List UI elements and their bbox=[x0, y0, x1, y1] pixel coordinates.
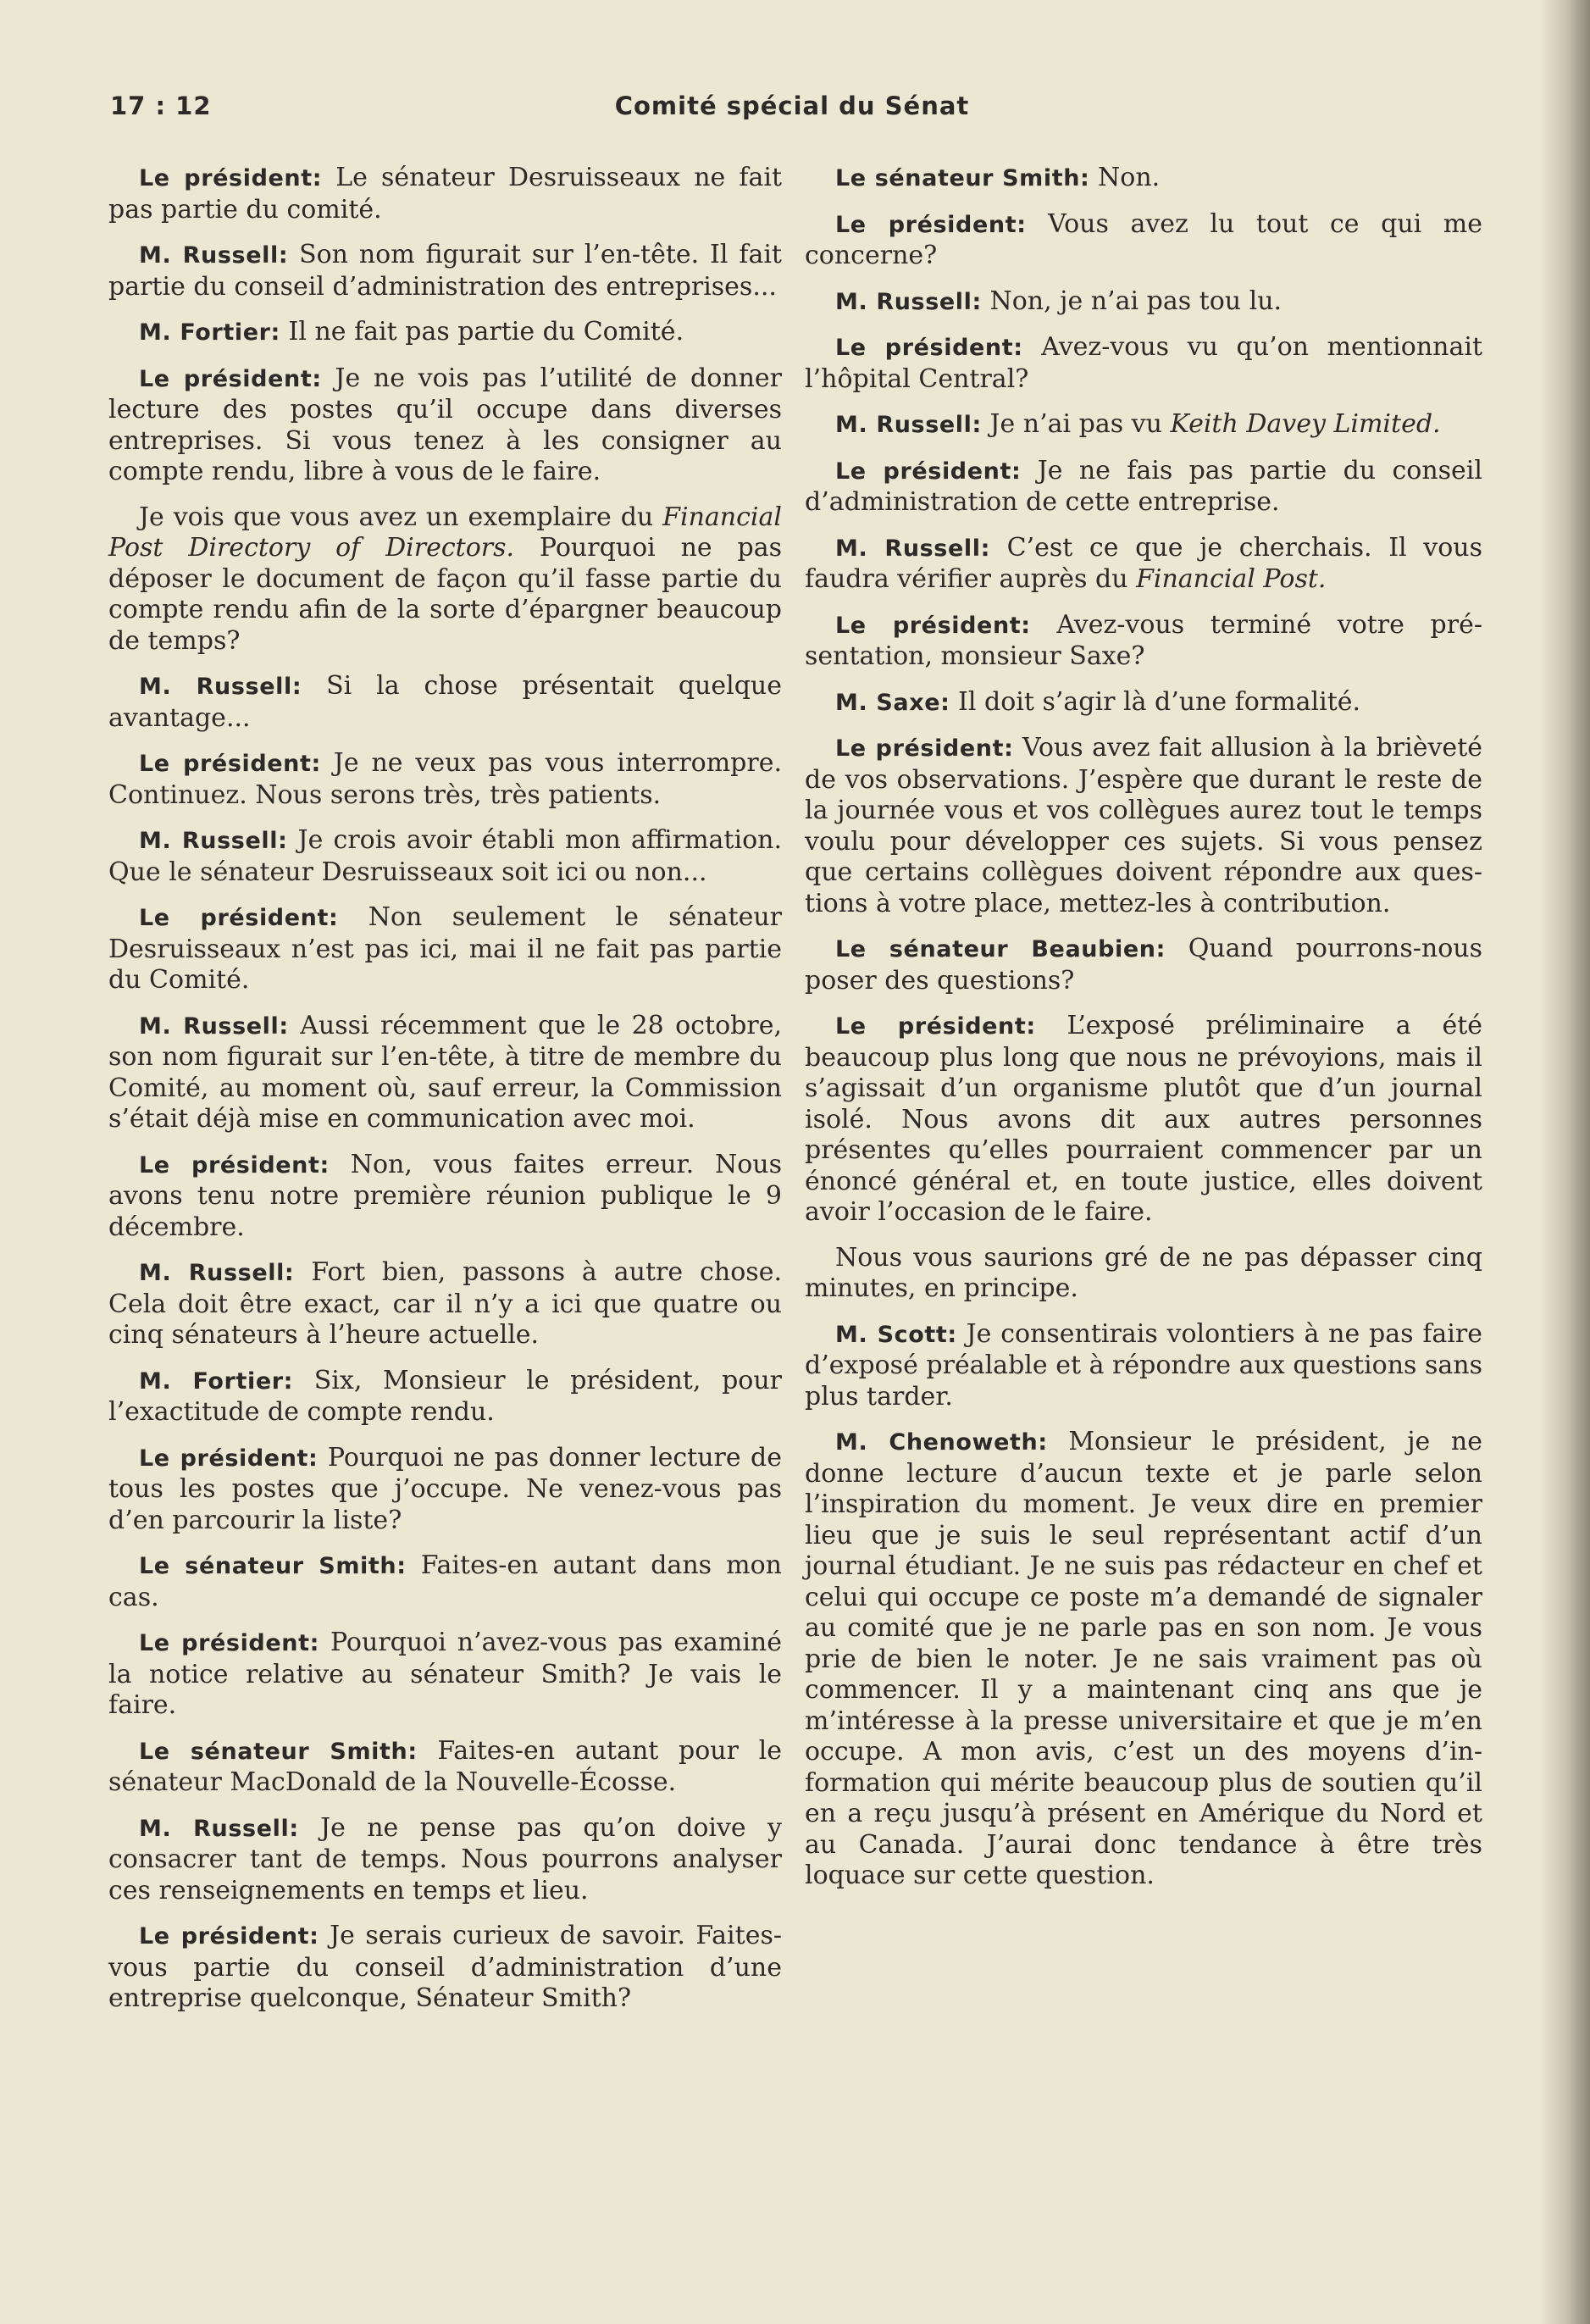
speaker-name: M. Saxe: bbox=[835, 689, 950, 716]
paragraph bbox=[805, 409, 1482, 441]
speaker-name: M. Russell: bbox=[139, 674, 302, 700]
speech-text: Vous avez lu tout ce qui me concerne? bbox=[805, 208, 1483, 270]
speaker-name: Le président: bbox=[835, 335, 1023, 361]
paragraph bbox=[108, 1366, 782, 1428]
paragraph bbox=[108, 1257, 782, 1351]
speech-text: Nous vous saurions gré de ne pas dépasser cinq minutes, en principe. bbox=[805, 1242, 1482, 1303]
speaker-name: Le président: bbox=[139, 1923, 319, 1950]
speaker-name: M. Russell: bbox=[139, 1260, 295, 1286]
paragraph bbox=[108, 1628, 782, 1722]
speaker-name: Le président: bbox=[139, 905, 339, 931]
speech-text: Je ne veux pas vous interrompre. Continuez. Nous serons très, très patients. bbox=[108, 748, 783, 810]
paragraph bbox=[805, 163, 1482, 195]
paragraph bbox=[805, 687, 1482, 719]
speech-text: Non, je n’ai pas tou lu. bbox=[981, 286, 1283, 316]
speaker-name: Le président: bbox=[835, 1013, 1036, 1040]
speaker-name: Le président: bbox=[835, 211, 1027, 238]
paragraph bbox=[108, 825, 782, 888]
speech-text: Je ne fais pas partie du conseil d’administration de cette entreprise. bbox=[805, 455, 1482, 517]
paragraph bbox=[108, 163, 782, 225]
speech-text: Avez-vous terminé votre présentation, monsieur Saxe? bbox=[805, 609, 1482, 671]
speech-text: L’exposé préliminaire a été beaucoup plus long que nous ne prévoyions, mais il s’agissait d’un organisme plutôt que d’un journal isolé. Nous avons dit aux autres personnes présentes qu’elles pourraient commencer par un énoncé général et, en toute justice, elles doivent avoir l’occasion de le faire. bbox=[805, 1011, 1483, 1227]
speech-text: Je ne pense pas qu’on doive y consacrer tant de temps. Nous pourrons analyser ces renseignements en temps et lieu. bbox=[108, 1812, 782, 1905]
paragraph bbox=[108, 1443, 782, 1537]
speaker-name: Le président: bbox=[139, 751, 321, 777]
speech-text: Si la chose présentait quelque avantage... bbox=[108, 671, 783, 733]
left-column bbox=[108, 163, 782, 2029]
paragraph bbox=[805, 533, 1482, 596]
paragraph bbox=[108, 363, 782, 488]
speech-text: Vous avez fait allusion à la brièveté de vos observations. J’espère que durant le reste de la journée vous et vos collègues aurez tout le temps voulu pour développer ces sujets. Si vous pensez que certains collègues doivent répondre aux questions à votre place, mettez-les à contribution. bbox=[805, 733, 1482, 918]
speaker-name: Le président: bbox=[139, 165, 323, 191]
speaker-name: Le président: bbox=[139, 1630, 319, 1656]
speaker-name: Le sénateur Beaubien: bbox=[835, 936, 1166, 962]
speaker-name: M. Russell: bbox=[835, 288, 982, 315]
italic-text: Financial Post Directory of Directors. bbox=[108, 502, 782, 563]
right-column bbox=[805, 163, 1482, 1906]
speaker-name: Le sénateur Smith: bbox=[139, 1738, 418, 1765]
speaker-name: Le président: bbox=[139, 365, 322, 392]
speech-text: Faites-en autant pour le sénateur MacDonald de la Nouvelle-Écosse. bbox=[108, 1735, 782, 1797]
page-number: 17 : 12 bbox=[110, 92, 212, 120]
paragraph bbox=[108, 902, 782, 996]
speech-text: Non, vous faites erreur. Nous avons tenu notre première réunion publique le 9 décembre. bbox=[108, 1149, 782, 1242]
paragraph bbox=[108, 317, 782, 349]
speech-text: Fort bien, passons à autre chose. Cela doit être exact, car il n’y a ici que quatre ou cinq sénateurs à l’heure actuelle. bbox=[108, 1257, 782, 1350]
speaker-name: M. Chenoweth: bbox=[835, 1429, 1048, 1456]
speech-text: Monsieur le président, je ne donne lecture d’aucun texte et je parle selon l’inspiration du moment. Je veux dire en premier lieu que je suis le seul représentant actif d’un journal étudiant. Je ne suis pas rédacteur en chef et celui qui occupe ce poste m’a demandé de signaler au comité que je ne parle pas en son nom. Je vous prie de bien le noter. Je ne sais vraiment pas où commencer. Il y a maintenant cinq ans que je m’intéresse à la presse universitaire et que je m’en occupe. A mon avis, c’est un des moyens d’information qui mérite beaucoup plus de soutien qu’il en a reçu jusqu’à présent en Amérique du Nord et au Canada. J’aurai donc tendance à être très loquace sur cette question. bbox=[805, 1427, 1482, 1890]
paragraph bbox=[108, 1736, 782, 1799]
speaker-name: M. Fortier: bbox=[139, 1367, 294, 1395]
speech-text: Faites-en autant dans mon cas. bbox=[108, 1550, 782, 1612]
running-title: Comité spécial du Sénat bbox=[614, 92, 970, 120]
speech-text: Six, Monsieur le président, pour l’exactitude de compte rendu. bbox=[108, 1365, 782, 1427]
paragraph bbox=[108, 1011, 782, 1135]
speech-text: Je serais curieux de savoir. Faites-vous partie du conseil d’administration d’une entreprise quelconque, Sénateur Smith? bbox=[108, 1921, 782, 2013]
paragraph bbox=[805, 456, 1482, 519]
paragraph bbox=[108, 1813, 782, 1907]
paragraph bbox=[805, 934, 1482, 996]
speech-text: Il doit s’agir là d’une formalité. bbox=[950, 686, 1361, 717]
speaker-name: M. Russell: bbox=[835, 535, 991, 562]
paragraph bbox=[805, 733, 1482, 919]
speech-text: Pourquoi ne pas déposer le document de façon qu’il fasse partie du compte rendu afin de la sorte d’épargner beaucoup de temps? bbox=[108, 533, 782, 656]
paragraph bbox=[108, 1150, 782, 1244]
speech-text: Je n’ai pas vu bbox=[981, 409, 1171, 439]
speaker-name: M. Fortier: bbox=[139, 319, 280, 346]
page-header bbox=[110, 92, 1474, 125]
paragraph bbox=[108, 671, 782, 734]
paragraph bbox=[805, 332, 1482, 395]
italic-text: Keith Davey Limited. bbox=[1170, 409, 1441, 439]
page-edge-shadow bbox=[1539, 0, 1590, 2324]
speech-text: Le sénateur Desruisseaux ne fait pas partie du comité. bbox=[108, 163, 783, 225]
paragraph bbox=[805, 286, 1482, 319]
speech-text: Son nom figurait sur l’en-tête. Il fait partie du conseil d’administration des entreprises... bbox=[108, 240, 782, 302]
speaker-name: Le président: bbox=[835, 458, 1022, 485]
paragraph bbox=[108, 1921, 782, 2015]
paragraph bbox=[108, 240, 782, 302]
speech-text: Pourquoi n’avez-vous pas examiné la notice relative au sénateur Smith? Je vais le faire. bbox=[108, 1628, 783, 1720]
paragraph bbox=[108, 748, 782, 811]
paragraph bbox=[805, 209, 1482, 272]
speaker-name: M. Russell: bbox=[139, 242, 289, 269]
speech-text: Il ne fait pas partie du Comité. bbox=[280, 317, 684, 347]
speaker-name: M. Russell: bbox=[835, 412, 982, 438]
speech-text: Quand pourrons-nous poser des questions? bbox=[805, 934, 1482, 996]
paragraph bbox=[108, 502, 782, 657]
speech-text: Avez-vous vu qu’on mentionnait l’hôpital Central? bbox=[805, 332, 1483, 394]
speech-text: Non seulement le sénateur Desruisseaux n’est pas ici, mai il ne fait pas partie du Comité. bbox=[108, 902, 783, 995]
paragraph bbox=[805, 1243, 1482, 1305]
speech-text: Je vois que vous avez un exemplaire du bbox=[139, 502, 663, 532]
speaker-name: M. Russell: bbox=[139, 828, 288, 854]
speaker-name: Le président: bbox=[139, 1151, 330, 1179]
speech-text: Je ne vois pas l’utilité de donner lecture des postes qu’il occupe dans diverses entreprises. Si vous tenez à les consigner au compte rendu, libre à vous de le faire. bbox=[108, 363, 783, 486]
paragraph bbox=[805, 610, 1482, 673]
speaker-name: Le président: bbox=[139, 1445, 319, 1472]
speaker-name: Le sénateur Smith: bbox=[139, 1553, 407, 1579]
paragraph bbox=[108, 1550, 782, 1613]
speech-text: C’est ce que je cherchais. Il vous faudra vérifier auprès du bbox=[805, 532, 1483, 594]
speaker-name: M. Russell: bbox=[139, 1815, 299, 1842]
speech-text: Aussi récemment que le 28 octobre, son nom figurait sur l’en-tête, à titre de membre du Comité, au moment où, sauf erreur, la Commission s’était déjà mise en communication avec moi. bbox=[108, 1010, 782, 1134]
paragraph bbox=[805, 1319, 1482, 1413]
speaker-name: Le président: bbox=[835, 612, 1031, 639]
speaker-name: M. Scott: bbox=[835, 1321, 957, 1348]
speech-text: Non. bbox=[1089, 163, 1161, 192]
speech-text: Je crois avoir établi mon affirmation. Que le sénateur Desruisseaux soit ici ou non... bbox=[108, 825, 783, 887]
speech-text: Je consentirais volontiers à ne pas faire d’exposé préalable et à répondre aux questions sans plus tarder. bbox=[805, 1318, 1482, 1412]
paragraph bbox=[805, 1427, 1482, 1892]
italic-text: Financial Post. bbox=[1136, 564, 1327, 594]
speaker-name: Le président: bbox=[835, 735, 1014, 762]
speaker-name: Le sénateur Smith: bbox=[835, 165, 1090, 191]
speech-text: Pourquoi ne pas donner lecture de tous les postes que j’occupe. Ne venez-vous pas d’en parcourir la liste? bbox=[108, 1442, 782, 1535]
paragraph bbox=[805, 1011, 1482, 1229]
speaker-name: M. Russell: bbox=[139, 1012, 289, 1040]
